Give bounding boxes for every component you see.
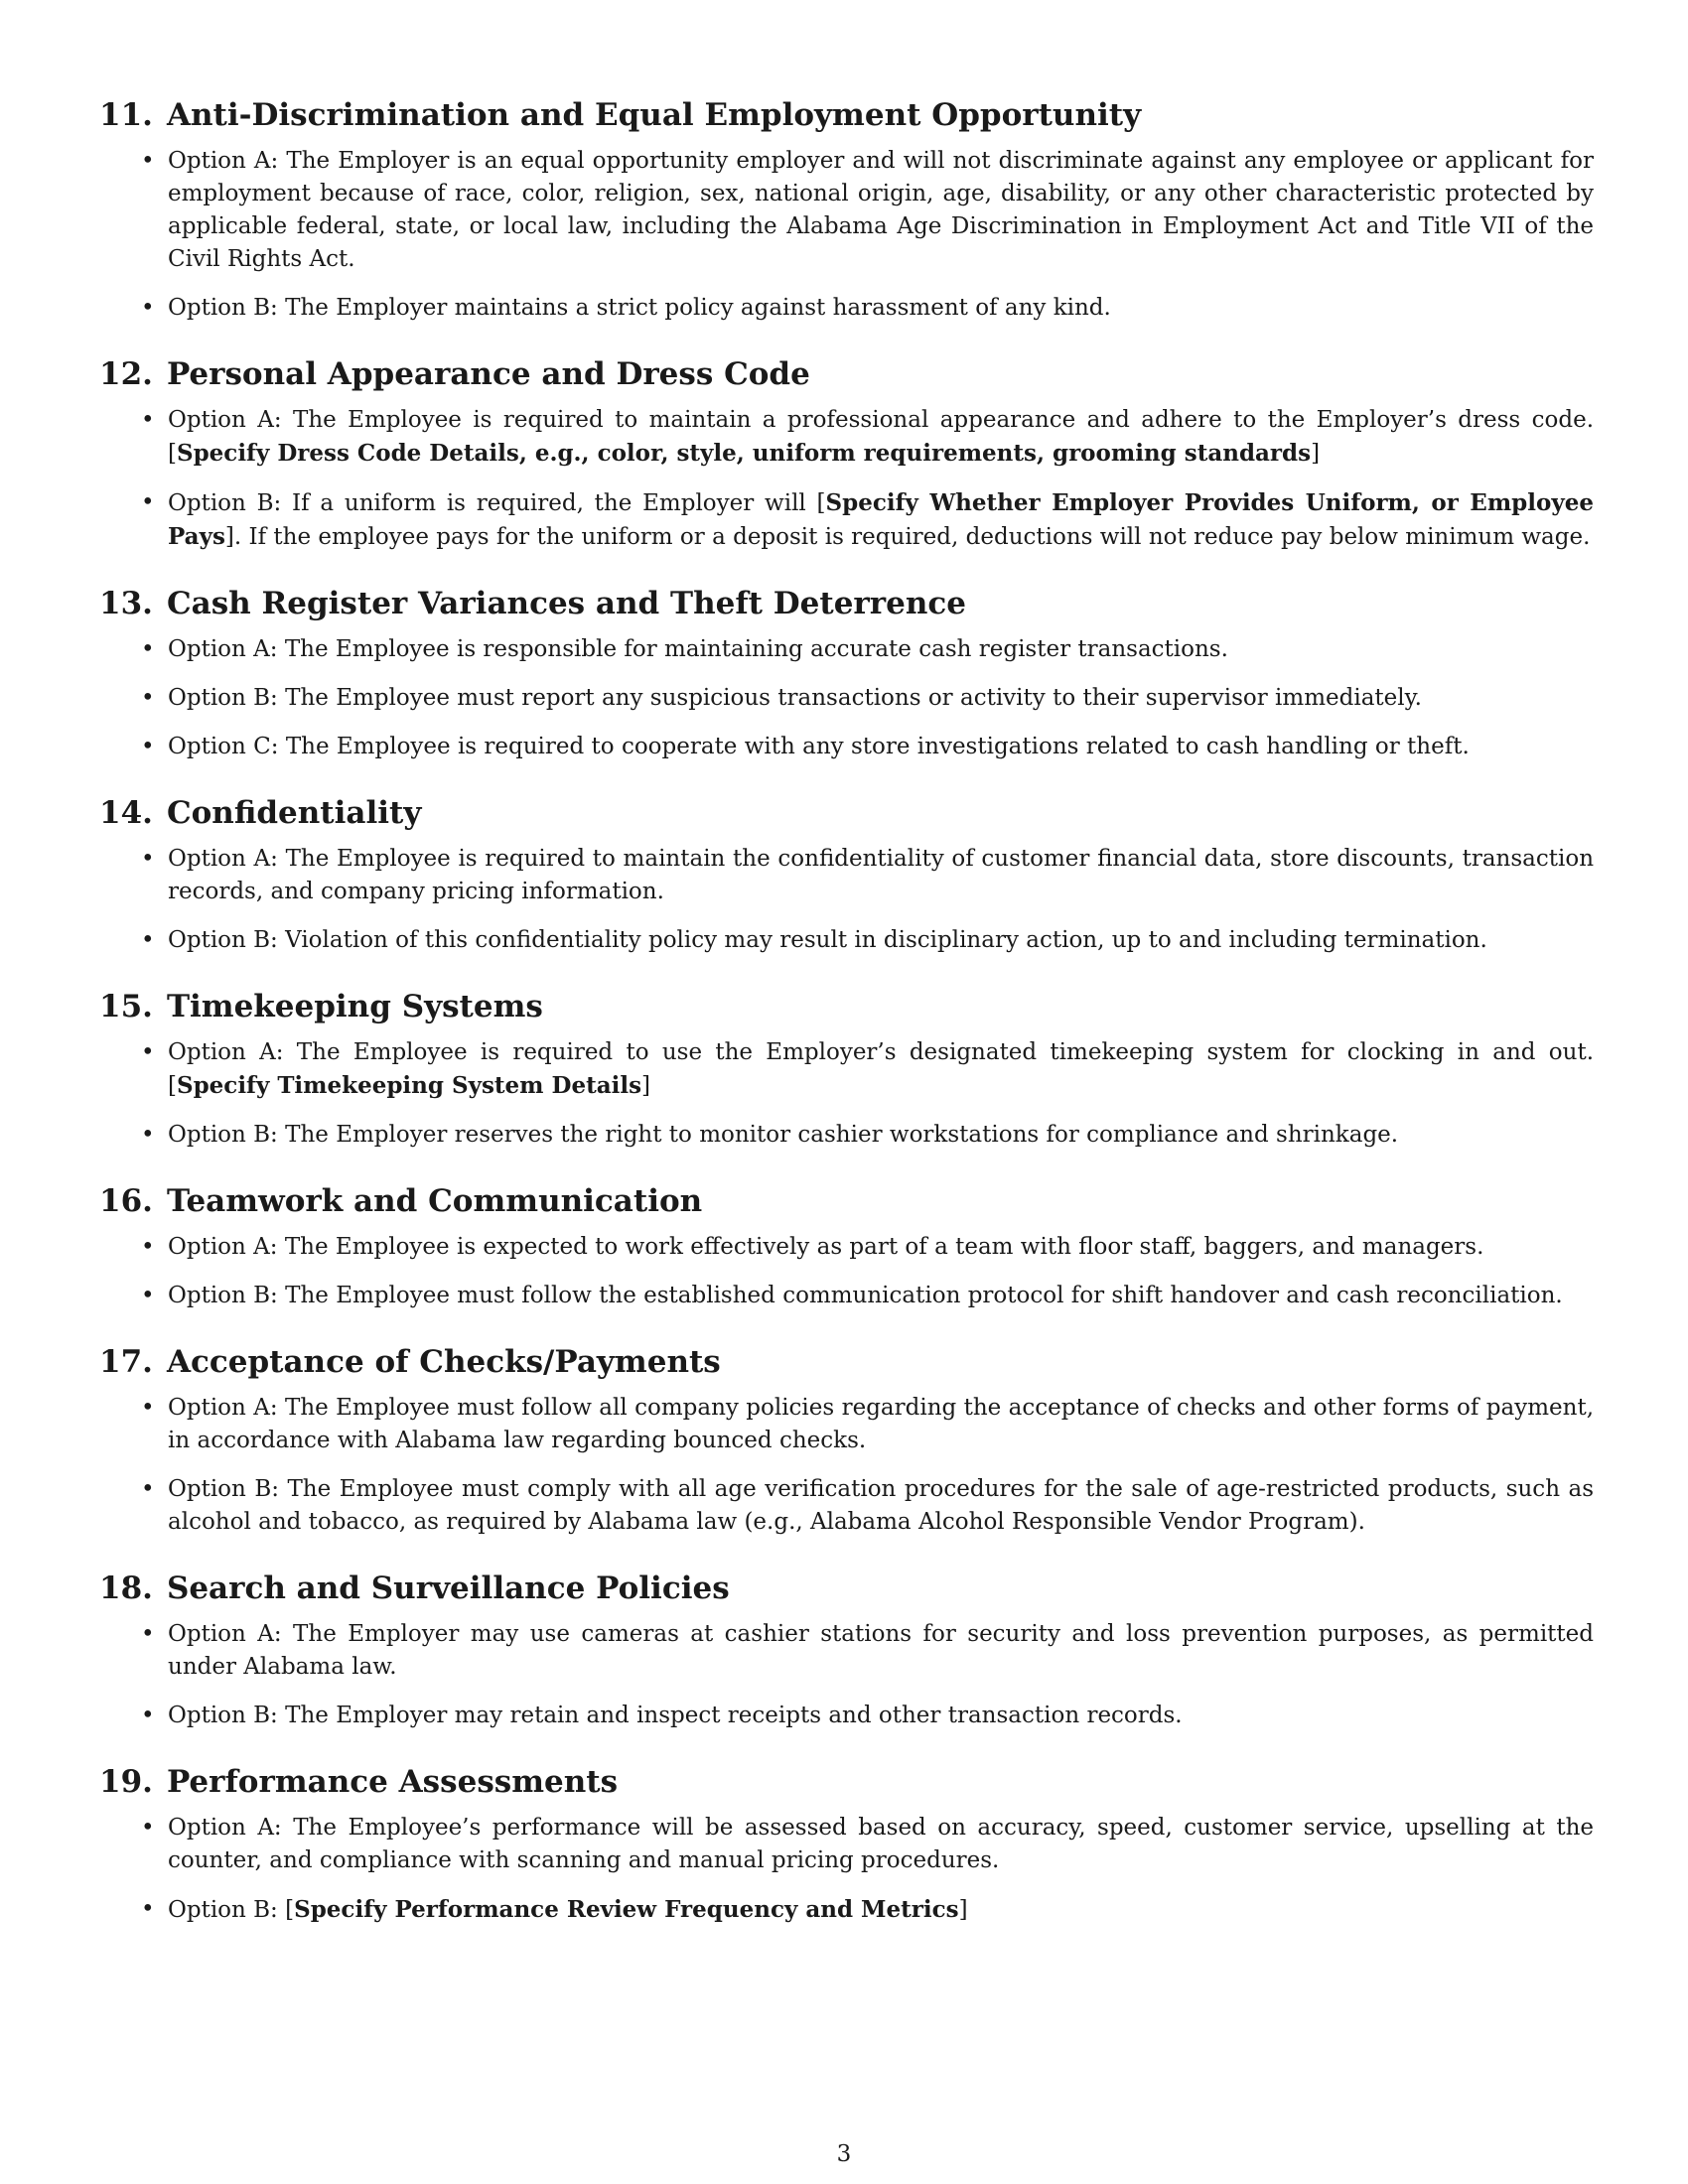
section-title: Performance Assessments	[166, 1764, 619, 1800]
option-label: Option B:	[168, 1897, 278, 1923]
section-heading	[99, 987, 1594, 1026]
section-heading	[99, 1569, 1594, 1608]
placeholder-field: Specify Whether Employer Provides Uniform, or Employee Pays	[168, 489, 1594, 550]
option-item	[99, 145, 1594, 276]
section-number: 13.	[99, 586, 153, 621]
section-title: Acceptance of Checks/Payments	[166, 1344, 721, 1380]
option-text: The Employee is required to maintain a professional appearance and adhere to the Employer’s dress code.	[293, 407, 1595, 433]
bullet-icon: •	[141, 1815, 155, 1841]
option-label: Option A:	[168, 846, 278, 872]
option-label: Option A:	[168, 636, 278, 662]
option-text: The Employee is required to cooperate with any store investigations related to cash handling or theft.	[285, 734, 1470, 759]
section-number: 16.	[99, 1183, 153, 1219]
option-text: The Employee’s performance will be assessed based on accuracy, speed, customer service, upselling at the counter, and compliance with scanning and manual pricing procedures.	[168, 1815, 1594, 1873]
option-label: Option B:	[168, 927, 278, 953]
placeholder-field: Specify Performance Review Frequency and Metrics	[294, 1896, 959, 1923]
section-number: 19.	[99, 1764, 153, 1800]
option-label: Option B:	[168, 490, 282, 516]
option-item: • Option B: [Specify Performance Review Frequency and Metrics]	[99, 1893, 1594, 1927]
section-title: Personal Appearance and Dress Code	[166, 356, 810, 392]
section-title: Anti-Discrimination and Equal Employment Opportunity	[166, 97, 1142, 133]
section-number: 17.	[99, 1344, 153, 1380]
section-12	[99, 354, 1594, 554]
option-text: The Employer maintains a strict policy against harassment of any kind.	[285, 295, 1111, 321]
option-text: The Employer may retain and inspect receipts and other transaction records.	[285, 1703, 1183, 1728]
option-label: Option B:	[168, 1122, 278, 1148]
section-14	[99, 793, 1594, 957]
section-number: 14.	[99, 795, 153, 831]
section-number: 15.	[99, 989, 153, 1024]
section-17	[99, 1342, 1594, 1539]
option-text: The Employee is required to maintain the confidentiality of customer financial data, store discounts, transaction records, and company pricing information.	[168, 846, 1595, 904]
page-number: 3	[836, 2141, 852, 2167]
option-item	[99, 1618, 1594, 1684]
bullet-icon: •	[141, 846, 155, 872]
section-title: Timekeeping Systems	[166, 989, 543, 1024]
option-list	[99, 843, 1594, 957]
section-18	[99, 1569, 1594, 1732]
option-text: The Employee must comply with all age verification procedures for the sale of age-restricted products, such as alcohol and tobacco, as required by Alabama law (e.g., Alabama Alcohol Responsible Vendor Program).	[168, 1476, 1594, 1535]
option-list	[99, 404, 1594, 554]
option-list	[99, 1036, 1594, 1152]
option-text: The Employee is responsible for maintaining accurate cash register transactions.	[284, 636, 1228, 662]
option-item	[99, 633, 1594, 666]
option-list	[99, 1812, 1594, 1927]
option-label: Option B:	[168, 1476, 279, 1502]
bullet-icon: •	[141, 1039, 155, 1065]
option-list	[99, 633, 1594, 763]
option-text-after: . If the employee pays for the uniform or a deposit is required, deductions will not reduce pay below minimum wage.	[233, 524, 1591, 550]
option-item	[99, 1700, 1594, 1732]
option-text: The Employer reserves the right to monitor cashier workstations for compliance and shrinkage.	[285, 1122, 1399, 1148]
section-11	[99, 95, 1594, 325]
bullet-icon: •	[141, 295, 155, 321]
bullet-icon: •	[141, 636, 155, 662]
option-item	[99, 1231, 1594, 1264]
option-item: • Option A: The Employee is required to maintain a professional appearance and adhere to the Employer’s dress code. [Specify Dress Code Details, e.g., color, style, uniform requirements, grooming standards]	[99, 404, 1594, 471]
option-text: The Employer may use cameras at cashier stations for security and loss prevention purposes, as permitted under Alabama law.	[168, 1621, 1594, 1680]
bullet-icon: •	[141, 1896, 155, 1922]
section-title: Teamwork and Communication	[166, 1183, 703, 1219]
section-title: Search and Surveillance Policies	[166, 1570, 730, 1606]
section-16	[99, 1181, 1594, 1312]
option-item	[99, 731, 1594, 763]
option-label: Option B:	[168, 1283, 278, 1308]
bullet-icon: •	[141, 1476, 155, 1502]
section-title: Cash Register Variances and Theft Deterrence	[166, 586, 966, 621]
bullet-icon: •	[141, 1234, 155, 1260]
option-item	[99, 843, 1594, 908]
section-heading	[99, 1181, 1594, 1221]
option-label: Option A:	[168, 1621, 282, 1647]
bullet-icon: •	[141, 148, 155, 174]
option-label: Option A:	[168, 148, 279, 174]
option-label: Option C:	[168, 734, 279, 759]
section-heading	[99, 793, 1594, 833]
section-15	[99, 987, 1594, 1152]
section-heading	[99, 354, 1594, 394]
bullet-icon: •	[141, 1395, 155, 1421]
bullet-icon: •	[141, 734, 155, 759]
placeholder-field: Specify Dress Code Details, e.g., color, style, uniform requirements, grooming standards	[176, 440, 1312, 467]
option-item	[99, 1812, 1594, 1877]
section-13	[99, 584, 1594, 763]
option-text: The Employee is expected to work effectively as part of a team with floor staff, baggers, and managers.	[284, 1234, 1484, 1260]
option-text: Violation of this confidentiality policy may result in disciplinary action, up to and including termination.	[285, 927, 1487, 953]
option-item	[99, 1473, 1594, 1539]
option-label: Option A:	[168, 1039, 284, 1065]
bullet-icon: •	[141, 1283, 155, 1308]
option-item	[99, 1280, 1594, 1312]
bullet-icon: •	[141, 1122, 155, 1148]
option-label: Option B:	[168, 685, 278, 711]
option-item	[99, 1119, 1594, 1152]
bullet-icon: •	[141, 489, 155, 515]
section-19	[99, 1762, 1594, 1927]
option-label: Option A:	[168, 407, 282, 433]
option-text: The Employee must report any suspicious transactions or activity to their supervisor immediately.	[285, 685, 1422, 711]
section-number: 18.	[99, 1570, 153, 1606]
option-text: The Employer is an equal opportunity employer and will not discriminate against any employee or applicant for employment because of race, color, religion, sex, national origin, age, disability, or any other characteristic protected by applicable federal, state, or local law, including the Alabama Age Discrimination in Employment Act and Title VII of the Civil Rights Act.	[168, 148, 1594, 272]
option-text: If a uniform is required, the Employer will	[292, 490, 806, 516]
placeholder-field: Specify Timekeeping System Details	[176, 1072, 642, 1099]
section-number: 12.	[99, 356, 153, 392]
option-list	[99, 145, 1594, 325]
section-heading	[99, 1762, 1594, 1802]
section-heading	[99, 95, 1594, 135]
option-label: Option A:	[168, 1815, 282, 1841]
option-label: Option A:	[168, 1395, 278, 1421]
option-list	[99, 1392, 1594, 1539]
option-label: Option A:	[168, 1234, 278, 1260]
option-list	[99, 1231, 1594, 1312]
section-number: 11.	[99, 97, 153, 133]
bullet-icon: •	[141, 1703, 155, 1728]
option-item	[99, 924, 1594, 957]
option-label: Option B:	[168, 295, 278, 321]
option-item	[99, 1392, 1594, 1457]
option-item: • Option B: If a uniform is required, the Employer will [Specify Whether Employer Provides Uniform, or Employee Pays]. If the employee pays for the uniform or a deposit is required, deductions will not reduce pay below minimum wage.	[99, 486, 1594, 554]
section-heading	[99, 584, 1594, 623]
bullet-icon: •	[141, 685, 155, 711]
option-item: • Option A: The Employee is required to use the Employer’s designated timekeeping system for clocking in and out. [Specify Timekeeping System Details]	[99, 1036, 1594, 1103]
option-item	[99, 292, 1594, 325]
option-text: The Employee must follow the established communication protocol for shift handover and cash reconciliation.	[285, 1283, 1563, 1308]
document-page	[99, 95, 1594, 1957]
option-text: The Employee must follow all company policies regarding the acceptance of checks and other forms of payment, in accordance with Alabama law regarding bounced checks.	[168, 1395, 1595, 1453]
option-item	[99, 682, 1594, 715]
bullet-icon: •	[141, 1621, 155, 1647]
bullet-icon: •	[141, 407, 155, 433]
bullet-icon: •	[141, 927, 155, 953]
section-title: Confidentiality	[166, 795, 422, 831]
section-heading	[99, 1342, 1594, 1382]
option-text: The Employee is required to use the Employer’s designated timekeeping system for clocking in and out.	[296, 1039, 1595, 1065]
option-label: Option B:	[168, 1703, 278, 1728]
option-list	[99, 1618, 1594, 1732]
